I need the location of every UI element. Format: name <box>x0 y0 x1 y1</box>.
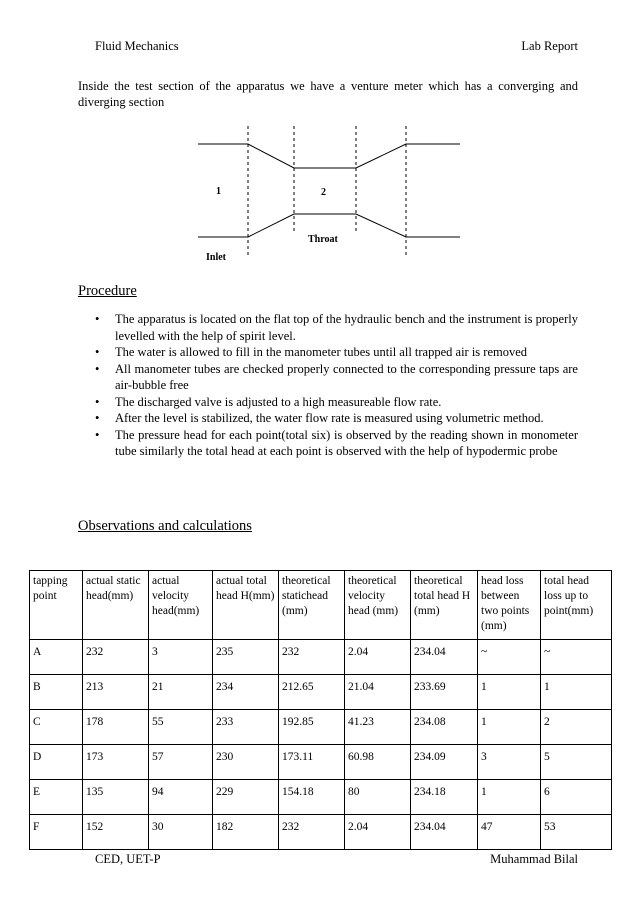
table-cell: 30 <box>149 815 213 850</box>
table-cell: ~ <box>478 640 541 675</box>
table-cell: 234.18 <box>411 780 478 815</box>
table-cell: E <box>30 780 83 815</box>
table-cell: 21.04 <box>345 675 411 710</box>
table-cell: 1 <box>478 710 541 745</box>
table-cell: 235 <box>213 640 279 675</box>
table-row <box>30 815 612 850</box>
table-cell: 1 <box>478 780 541 815</box>
procedure-item: • All manometer tubes are checked properly connected to the corresponding pressure taps are air-bubble free <box>95 361 578 392</box>
bullet-icon: • <box>95 361 100 376</box>
table-cell: 234.08 <box>411 710 478 745</box>
table-cell: 234.09 <box>411 745 478 780</box>
header-right: Lab Report <box>521 39 578 53</box>
intro-paragraph: Inside the test section of the apparatus we have a venture meter which has a converging and diverging section <box>78 79 578 109</box>
table-cell: 173 <box>83 745 149 780</box>
table-cell: 232 <box>279 640 345 675</box>
column-header: actual total head H(mm) <box>213 571 279 640</box>
bullet-icon: • <box>95 427 100 442</box>
footer-right: Muhammad Bilal <box>490 852 578 866</box>
table-cell: 21 <box>149 675 213 710</box>
column-header: total head loss up to point(mm) <box>541 571 612 640</box>
table-cell: 2 <box>541 710 612 745</box>
diagram-label-throat: Throat <box>308 234 338 245</box>
table-cell: 192.85 <box>279 710 345 745</box>
table-cell: 152 <box>83 815 149 850</box>
table-cell: 213 <box>83 675 149 710</box>
table-cell: 233 <box>213 710 279 745</box>
bullet-icon: • <box>95 394 100 409</box>
table-cell: 135 <box>83 780 149 815</box>
bullet-icon: • <box>95 345 100 359</box>
column-header: theoretical velocity head (mm) <box>345 571 411 640</box>
diagram-label-2: 2 <box>321 187 326 198</box>
table-row <box>30 745 612 780</box>
procedure-item: • The water is allowed to fill in the manometer tubes until all trapped air is removed <box>95 345 528 359</box>
observations-table <box>29 570 612 850</box>
table-cell: 3 <box>478 745 541 780</box>
table-cell: 212.65 <box>279 675 345 710</box>
column-header: theoretical statichead (mm) <box>279 571 345 640</box>
table-cell: 234 <box>213 675 279 710</box>
table-cell: F <box>30 815 83 850</box>
column-header: tapping point <box>30 571 83 640</box>
diagram-label-inlet: Inlet <box>206 252 226 263</box>
table-cell: 57 <box>149 745 213 780</box>
procedure-item: • The pressure head for each point(total six) is observed by the reading shown in monometer tube similarly the total head at each point is observed with the help of hypodermic probe <box>95 427 578 458</box>
table-cell: 182 <box>213 815 279 850</box>
table-cell: A <box>30 640 83 675</box>
venturi-diagram <box>190 120 470 270</box>
table-cell: C <box>30 710 83 745</box>
diagram-label-1: 1 <box>216 186 221 197</box>
table-cell: 1 <box>478 675 541 710</box>
procedure-item: • After the level is stabilized, the water flow rate is measured using volumetric method. <box>95 411 544 425</box>
column-header: head loss between two points (mm) <box>478 571 541 640</box>
table-row <box>30 780 612 815</box>
table-cell: 173.11 <box>279 745 345 780</box>
venturi-top-wall <box>198 144 460 168</box>
table-cell: 2.04 <box>345 815 411 850</box>
column-header: actual velocity head(mm) <box>149 571 213 640</box>
table-cell: 230 <box>213 745 279 780</box>
table-cell: 5 <box>541 745 612 780</box>
table-cell: 47 <box>478 815 541 850</box>
table-row <box>30 710 612 745</box>
table-cell: 234.04 <box>411 815 478 850</box>
table-cell: 60.98 <box>345 745 411 780</box>
procedure-heading: Procedure <box>78 283 137 299</box>
column-header: theoretical total head H (mm) <box>411 571 478 640</box>
footer-left: CED, UET-P <box>95 852 161 866</box>
column-header: actual static head(mm) <box>83 571 149 640</box>
table-header-row <box>30 571 612 640</box>
procedure-item: • The apparatus is located on the flat top of the hydraulic bench and the instrument is properly levelled with the help of spirit level. <box>95 312 578 343</box>
table-cell: 80 <box>345 780 411 815</box>
table-cell: 232 <box>279 815 345 850</box>
table-cell: B <box>30 675 83 710</box>
bullet-icon: • <box>95 312 100 326</box>
table-cell: 3 <box>149 640 213 675</box>
table-cell: 94 <box>149 780 213 815</box>
table-cell: 178 <box>83 710 149 745</box>
table-cell: 232 <box>83 640 149 675</box>
table-row <box>30 640 612 675</box>
table-cell: 234.04 <box>411 640 478 675</box>
table-cell: D <box>30 745 83 780</box>
bullet-icon: • <box>95 411 100 425</box>
table-cell: 2.04 <box>345 640 411 675</box>
header-left: Fluid Mechanics <box>95 39 179 53</box>
table-row <box>30 675 612 710</box>
table-cell: 53 <box>541 815 612 850</box>
table-cell: ~ <box>541 640 612 675</box>
table-cell: 6 <box>541 780 612 815</box>
observations-heading: Observations and calculations <box>78 518 252 534</box>
table-cell: 1 <box>541 675 612 710</box>
table-cell: 55 <box>149 710 213 745</box>
table-cell: 154.18 <box>279 780 345 815</box>
procedure-item: • The discharged valve is adjusted to a high measureable flow rate. <box>95 394 442 409</box>
table-cell: 233.69 <box>411 675 478 710</box>
table-cell: 41.23 <box>345 710 411 745</box>
table-cell: 229 <box>213 780 279 815</box>
procedure-list <box>95 311 578 460</box>
